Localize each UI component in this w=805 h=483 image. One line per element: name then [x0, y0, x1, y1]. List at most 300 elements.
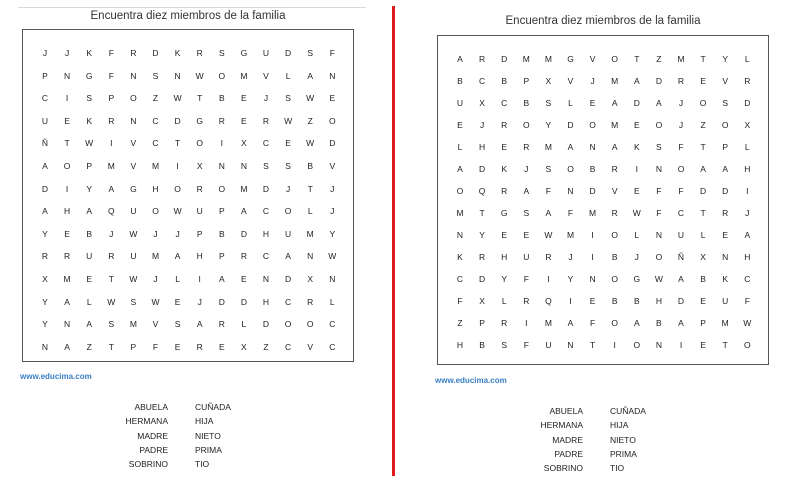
grid-letter[interactable]: H	[744, 164, 751, 174]
grid-letter[interactable]: O	[152, 206, 159, 217]
grid-letter[interactable]: N	[41, 341, 49, 352]
grid-letter[interactable]: P	[108, 93, 115, 104]
grid-letter[interactable]: W	[173, 206, 182, 217]
grid-letter[interactable]: G	[567, 54, 574, 64]
grid-letter[interactable]: E	[501, 230, 508, 240]
grid-letter[interactable]: R	[523, 296, 530, 306]
grid-letter[interactable]: D	[329, 138, 336, 149]
grid-letter[interactable]: A	[545, 208, 552, 218]
grid-letter[interactable]: U	[677, 230, 685, 240]
grid-letter[interactable]: C	[329, 341, 336, 352]
grid-letter[interactable]: C	[501, 98, 508, 108]
grid-letter[interactable]: T	[108, 341, 114, 352]
grid-letter[interactable]: T	[634, 54, 640, 64]
grid-letter[interactable]: S	[130, 296, 137, 307]
grid-letter[interactable]: S	[722, 98, 729, 108]
grid-letter[interactable]: A	[678, 318, 684, 328]
grid-letter[interactable]: W	[151, 296, 160, 307]
grid-letter[interactable]: R	[218, 319, 225, 330]
grid-letter[interactable]: M	[107, 161, 115, 171]
grid-letter[interactable]: F	[523, 340, 529, 350]
grid-letter[interactable]: B	[589, 164, 596, 174]
grid-letter[interactable]: N	[64, 70, 71, 81]
grid-letter[interactable]: Y	[501, 274, 508, 284]
grid-letter[interactable]: N	[130, 70, 137, 81]
grid-letter[interactable]: R	[240, 251, 247, 262]
grid-letter[interactable]: D	[722, 186, 729, 196]
grid-letter[interactable]: W	[107, 296, 116, 307]
grid-letter[interactable]: I	[569, 296, 572, 306]
grid-letter[interactable]: A	[86, 319, 93, 330]
grid-letter[interactable]: O	[655, 120, 663, 130]
grid-letter[interactable]: A	[567, 318, 574, 328]
grid-letter[interactable]: R	[108, 251, 115, 262]
grid-letter[interactable]: Z	[656, 54, 662, 64]
grid-letter[interactable]: P	[523, 76, 530, 86]
grid-letter[interactable]: O	[611, 54, 618, 64]
grid-letter[interactable]: M	[544, 142, 552, 152]
grid-letter[interactable]: P	[86, 161, 93, 171]
grid-letter[interactable]: V	[722, 76, 729, 86]
grid-letter[interactable]: S	[307, 48, 314, 58]
grid-letter[interactable]: O	[63, 161, 71, 171]
grid-letter[interactable]: E	[700, 340, 706, 350]
grid-letter[interactable]: J	[42, 48, 48, 58]
grid-letter[interactable]: A	[744, 230, 751, 240]
grid-letter[interactable]: A	[174, 251, 181, 262]
grid-letter[interactable]: A	[633, 76, 640, 86]
grid-letter[interactable]: A	[64, 341, 70, 352]
grid-letter[interactable]: Z	[86, 341, 92, 352]
grid-letter[interactable]: E	[722, 230, 729, 240]
grid-letter[interactable]: M	[611, 76, 619, 86]
grid-letter[interactable]: E	[241, 274, 247, 284]
grid-letter[interactable]: C	[329, 319, 336, 330]
grid-letter[interactable]: O	[589, 120, 596, 130]
grid-letter[interactable]: M	[240, 183, 248, 194]
grid-letter[interactable]: U	[262, 48, 270, 58]
grid-letter[interactable]: T	[307, 183, 313, 194]
grid-letter[interactable]: E	[329, 93, 336, 104]
grid-letter[interactable]: V	[611, 186, 618, 196]
grid-letter[interactable]: U	[196, 206, 203, 217]
grid-letter[interactable]: U	[545, 340, 552, 350]
grid-letter[interactable]: K	[457, 252, 463, 262]
grid-letter[interactable]: J	[678, 98, 684, 108]
grid-letter[interactable]: Z	[307, 115, 313, 126]
grid-letter[interactable]: A	[64, 296, 70, 307]
grid-letter[interactable]: T	[700, 142, 706, 152]
grid-letter[interactable]: F	[152, 341, 159, 352]
grid-letter[interactable]: R	[196, 341, 203, 352]
grid-letter[interactable]: O	[196, 138, 203, 149]
grid-letter[interactable]: L	[86, 296, 92, 307]
grid-letter[interactable]: X	[479, 296, 485, 306]
grid-letter[interactable]: W	[173, 93, 182, 104]
grid-letter[interactable]: G	[130, 183, 137, 194]
grid-letter[interactable]: C	[456, 274, 464, 284]
grid-letter[interactable]: T	[479, 208, 485, 218]
grid-letter[interactable]: R	[501, 318, 508, 328]
grid-letter[interactable]: Y	[567, 274, 574, 284]
grid-letter[interactable]: O	[522, 120, 530, 130]
grid-letter[interactable]: E	[241, 93, 247, 104]
grid-letter[interactable]: O	[699, 98, 707, 108]
grid-letter[interactable]: W	[654, 274, 663, 284]
grid-letter[interactable]: Y	[42, 319, 48, 330]
grid-letter[interactable]: S	[174, 319, 181, 330]
grid-letter[interactable]: H	[64, 206, 71, 217]
grid-letter[interactable]: A	[86, 206, 93, 217]
grid-letter[interactable]: M	[240, 70, 248, 81]
grid-letter[interactable]: X	[307, 274, 314, 284]
grid-letter[interactable]: R	[307, 296, 314, 307]
grid-letter[interactable]: L	[285, 70, 291, 81]
grid-letter[interactable]: D	[285, 48, 292, 58]
grid-letter[interactable]: H	[196, 251, 203, 262]
grid-letter[interactable]: R	[722, 208, 729, 218]
grid-letter[interactable]: B	[611, 296, 618, 306]
grid-letter[interactable]: M	[721, 318, 729, 328]
grid-letter[interactable]: P	[700, 318, 706, 328]
grid-letter[interactable]: R	[479, 252, 486, 262]
grid-letter[interactable]: M	[306, 228, 314, 239]
grid-letter[interactable]: H	[152, 183, 159, 194]
grid-letter[interactable]: J	[197, 296, 202, 307]
grid-letter[interactable]: G	[196, 115, 203, 126]
grid-letter[interactable]: H	[479, 142, 486, 152]
grid-letter[interactable]: I	[547, 274, 550, 284]
grid-letter[interactable]: J	[153, 274, 158, 284]
grid-letter[interactable]: D	[479, 164, 486, 174]
grid-letter[interactable]: L	[457, 142, 463, 152]
grid-letter[interactable]: O	[174, 183, 181, 194]
grid-letter[interactable]: D	[479, 274, 486, 284]
grid-letter[interactable]: A	[611, 142, 618, 152]
grid-letter[interactable]: E	[174, 296, 181, 307]
grid-letter[interactable]: F	[678, 186, 684, 196]
grid-letter[interactable]: H	[744, 252, 751, 262]
grid-letter[interactable]: V	[152, 319, 159, 330]
grid-letter[interactable]: R	[130, 48, 137, 58]
grid-letter[interactable]: D	[655, 76, 662, 86]
grid-letter[interactable]: M	[544, 318, 552, 328]
grid-letter[interactable]: E	[633, 120, 640, 130]
grid-letter[interactable]: A	[678, 274, 684, 284]
grid-letter[interactable]: I	[591, 252, 594, 262]
grid-letter[interactable]: M	[63, 274, 71, 284]
grid-letter[interactable]: A	[307, 70, 314, 81]
grid-letter[interactable]: N	[130, 115, 137, 126]
grid-letter[interactable]: I	[220, 138, 223, 149]
grid-letter[interactable]: H	[501, 252, 508, 262]
grid-letter[interactable]: E	[501, 142, 508, 152]
grid-letter[interactable]: O	[284, 319, 292, 330]
grid-letter[interactable]: G	[633, 274, 641, 284]
grid-letter[interactable]: N	[655, 340, 662, 350]
grid-letter[interactable]: K	[86, 48, 93, 58]
grid-letter[interactable]: I	[635, 164, 638, 174]
grid-letter[interactable]: S	[152, 70, 159, 81]
grid-letter[interactable]: L	[307, 206, 313, 217]
grid-letter[interactable]: L	[744, 54, 750, 64]
grid-letter[interactable]: F	[678, 142, 684, 152]
grid-letter[interactable]: Q	[478, 186, 486, 196]
grid-letter[interactable]: J	[590, 76, 595, 86]
grid-letter[interactable]: O	[328, 115, 336, 126]
grid-letter[interactable]: L	[329, 296, 335, 307]
grid-letter[interactable]: U	[523, 252, 530, 262]
grid-letter[interactable]: N	[329, 274, 336, 284]
grid-letter[interactable]: Q	[545, 296, 552, 306]
grid-letter[interactable]: X	[196, 161, 203, 171]
grid-letter[interactable]: N	[655, 230, 662, 240]
grid-letter[interactable]: R	[611, 164, 618, 174]
grid-letter[interactable]: I	[110, 138, 113, 149]
grid-letter[interactable]: V	[263, 70, 269, 81]
grid-letter[interactable]: N	[722, 252, 729, 262]
grid-letter[interactable]: H	[456, 340, 464, 350]
grid-letter[interactable]: C	[262, 206, 270, 217]
grid-letter[interactable]: H	[655, 296, 662, 306]
grid-letter[interactable]: B	[307, 161, 314, 171]
grid-letter[interactable]: T	[700, 208, 706, 218]
grid-letter[interactable]: E	[64, 228, 70, 239]
grid-letter[interactable]: A	[241, 206, 247, 217]
grid-letter[interactable]: E	[64, 115, 70, 126]
grid-letter[interactable]: J	[330, 206, 335, 217]
grid-letter[interactable]: E	[633, 186, 640, 196]
grid-letter[interactable]: R	[744, 76, 751, 86]
grid-letter[interactable]: J	[263, 93, 269, 104]
grid-letter[interactable]: W	[306, 93, 315, 104]
grid-letter[interactable]: V	[329, 161, 336, 171]
grid-letter[interactable]: P	[722, 142, 729, 152]
grid-letter[interactable]: E	[86, 274, 93, 284]
grid-letter[interactable]: N	[64, 319, 71, 330]
grid-letter[interactable]: X	[42, 274, 48, 284]
grid-letter[interactable]: D	[262, 183, 270, 194]
grid-letter[interactable]: K	[501, 164, 508, 174]
grid-letter[interactable]: W	[195, 70, 204, 81]
grid-letter[interactable]: G	[85, 70, 93, 81]
grid-letter[interactable]: V	[130, 138, 137, 149]
grid-letter[interactable]: Y	[42, 228, 48, 239]
grid-letter[interactable]: J	[330, 183, 335, 194]
grid-letter[interactable]: C	[677, 208, 685, 218]
grid-letter[interactable]: J	[175, 228, 180, 239]
grid-letter[interactable]: E	[700, 296, 706, 306]
grid-letter[interactable]: W	[544, 230, 553, 240]
grid-letter[interactable]: W	[632, 208, 641, 218]
grid-letter[interactable]: O	[633, 340, 641, 350]
grid-letter[interactable]: J	[109, 228, 114, 239]
grid-letter[interactable]: N	[655, 164, 662, 174]
grid-letter[interactable]: E	[700, 76, 706, 86]
grid-letter[interactable]: M	[544, 54, 552, 64]
grid-letter[interactable]: B	[611, 252, 618, 262]
grid-letter[interactable]: J	[524, 164, 529, 174]
grid-letter[interactable]: T	[197, 93, 203, 104]
grid-letter[interactable]: J	[678, 120, 684, 130]
grid-letter[interactable]: D	[633, 98, 640, 108]
grid-letter[interactable]: I	[198, 274, 201, 284]
grid-letter[interactable]: L	[175, 274, 180, 284]
grid-letter[interactable]: R	[501, 186, 508, 196]
grid-letter[interactable]: O	[677, 164, 685, 174]
grid-letter[interactable]: S	[523, 208, 530, 218]
grid-letter[interactable]: N	[218, 161, 225, 171]
grid-letter[interactable]: W	[129, 228, 138, 239]
grid-letter[interactable]: N	[329, 70, 336, 81]
grid-letter[interactable]: M	[611, 120, 619, 130]
grid-letter[interactable]: A	[457, 164, 463, 174]
grid-letter[interactable]: A	[285, 251, 291, 262]
grid-letter[interactable]: F	[108, 70, 114, 81]
grid-letter[interactable]: S	[285, 93, 291, 104]
grid-letter[interactable]: I	[176, 161, 179, 171]
grid-letter[interactable]: Y	[722, 54, 729, 64]
grid-letter[interactable]: N	[262, 274, 270, 284]
grid-letter[interactable]: R	[479, 54, 486, 64]
grid-letter[interactable]: E	[218, 341, 225, 352]
grid-letter[interactable]: J	[153, 228, 158, 239]
grid-letter[interactable]: M	[129, 319, 137, 330]
grid-letter[interactable]: Z	[457, 318, 463, 328]
grid-letter[interactable]: R	[108, 115, 115, 126]
grid-letter[interactable]: F	[656, 186, 662, 196]
grid-letter[interactable]: D	[700, 186, 707, 196]
grid-letter[interactable]: C	[285, 341, 292, 352]
grid-letter[interactable]: J	[479, 120, 485, 130]
grid-letter[interactable]: O	[611, 318, 618, 328]
grid-letter[interactable]: E	[241, 115, 247, 126]
grid-letter[interactable]: P	[196, 228, 203, 239]
grid-letter[interactable]: K	[86, 115, 93, 126]
grid-letter[interactable]: B	[501, 76, 508, 86]
grid-letter[interactable]: V	[589, 54, 596, 64]
grid-letter[interactable]: I	[65, 93, 69, 104]
grid-letter[interactable]: T	[700, 54, 706, 64]
grid-letter[interactable]: M	[151, 161, 160, 171]
grid-letter[interactable]: B	[479, 340, 485, 350]
grid-letter[interactable]: J	[568, 252, 573, 262]
grid-letter[interactable]: B	[656, 318, 662, 328]
grid-letter[interactable]: K	[722, 274, 729, 284]
grid-letter[interactable]: X	[241, 341, 247, 352]
grid-letter[interactable]: D	[285, 274, 292, 284]
grid-letter[interactable]: Ñ	[41, 138, 49, 149]
grid-letter[interactable]: D	[567, 120, 574, 130]
grid-letter[interactable]: N	[567, 340, 574, 350]
grid-letter[interactable]: R	[501, 120, 508, 130]
grid-letter[interactable]: O	[306, 319, 314, 330]
grid-letter[interactable]: P	[42, 70, 48, 81]
grid-letter[interactable]: I	[613, 340, 616, 350]
grid-letter[interactable]: N	[589, 274, 596, 284]
grid-letter[interactable]: T	[174, 138, 181, 149]
grid-letter[interactable]: T	[722, 340, 728, 350]
grid-letter[interactable]: R	[218, 115, 225, 126]
grid-letter[interactable]: C	[262, 138, 270, 149]
grid-letter[interactable]: S	[545, 98, 552, 108]
grid-letter[interactable]: R	[262, 115, 270, 126]
grid-letter[interactable]: Z	[263, 341, 269, 352]
website-link[interactable]: www.educima.com	[20, 372, 92, 381]
grid-letter[interactable]: J	[745, 208, 750, 218]
grid-letter[interactable]: U	[456, 98, 464, 108]
grid-letter[interactable]: C	[41, 93, 49, 104]
grid-letter[interactable]: V	[130, 161, 137, 171]
grid-letter[interactable]: U	[722, 296, 729, 306]
grid-letter[interactable]: E	[589, 98, 596, 108]
grid-letter[interactable]: B	[218, 228, 225, 239]
grid-letter[interactable]: A	[567, 142, 574, 152]
grid-letter[interactable]: Y	[86, 183, 93, 194]
grid-letter[interactable]: J	[634, 252, 639, 262]
grid-letter[interactable]: R	[64, 251, 71, 262]
grid-letter[interactable]: F	[523, 274, 529, 284]
grid-letter[interactable]: C	[285, 296, 292, 307]
grid-letter[interactable]: W	[306, 138, 315, 149]
grid-letter[interactable]: O	[130, 93, 137, 104]
grid-letter[interactable]: O	[284, 206, 292, 217]
grid-letter[interactable]: O	[743, 340, 751, 350]
grid-letter[interactable]: O	[721, 120, 729, 130]
grid-letter[interactable]: A	[611, 98, 618, 108]
grid-letter[interactable]: W	[129, 274, 138, 284]
grid-letter[interactable]: F	[108, 48, 114, 58]
grid-letter[interactable]: Q	[107, 206, 115, 217]
grid-letter[interactable]: M	[151, 251, 160, 262]
grid-letter[interactable]: R	[196, 48, 203, 58]
grid-letter[interactable]: M	[456, 208, 464, 218]
grid-letter[interactable]: X	[545, 76, 552, 86]
grid-letter[interactable]: B	[457, 76, 463, 86]
grid-letter[interactable]: B	[633, 296, 640, 306]
grid-letter[interactable]: M	[677, 54, 685, 64]
grid-letter[interactable]: S	[501, 340, 508, 350]
grid-letter[interactable]: P	[218, 206, 225, 217]
grid-letter[interactable]: S	[656, 142, 662, 152]
grid-letter[interactable]: L	[501, 296, 507, 306]
grid-letter[interactable]: B	[700, 274, 706, 284]
grid-letter[interactable]: V	[567, 76, 574, 86]
grid-letter[interactable]: A	[108, 183, 115, 194]
grid-letter[interactable]: G	[240, 48, 248, 58]
grid-letter[interactable]: Y	[479, 230, 485, 240]
grid-letter[interactable]: X	[744, 120, 751, 130]
grid-letter[interactable]: P	[479, 318, 485, 328]
grid-letter[interactable]: O	[611, 230, 618, 240]
grid-letter[interactable]: M	[566, 230, 575, 240]
grid-letter[interactable]: Y	[42, 296, 48, 307]
grid-letter[interactable]: N	[174, 70, 181, 81]
grid-letter[interactable]: U	[130, 251, 137, 262]
grid-letter[interactable]: L	[568, 98, 573, 108]
grid-letter[interactable]: D	[589, 186, 596, 196]
grid-letter[interactable]: U	[285, 228, 292, 239]
grid-letter[interactable]: T	[64, 138, 70, 149]
grid-letter[interactable]: X	[479, 98, 485, 108]
grid-letter[interactable]: W	[284, 115, 293, 126]
grid-letter[interactable]: F	[589, 318, 596, 328]
grid-letter[interactable]: A	[633, 318, 640, 328]
grid-letter[interactable]: D	[501, 54, 508, 64]
grid-letter[interactable]: Ñ	[677, 252, 685, 262]
grid-letter[interactable]: Z	[152, 93, 159, 104]
grid-letter[interactable]: O	[218, 183, 226, 194]
